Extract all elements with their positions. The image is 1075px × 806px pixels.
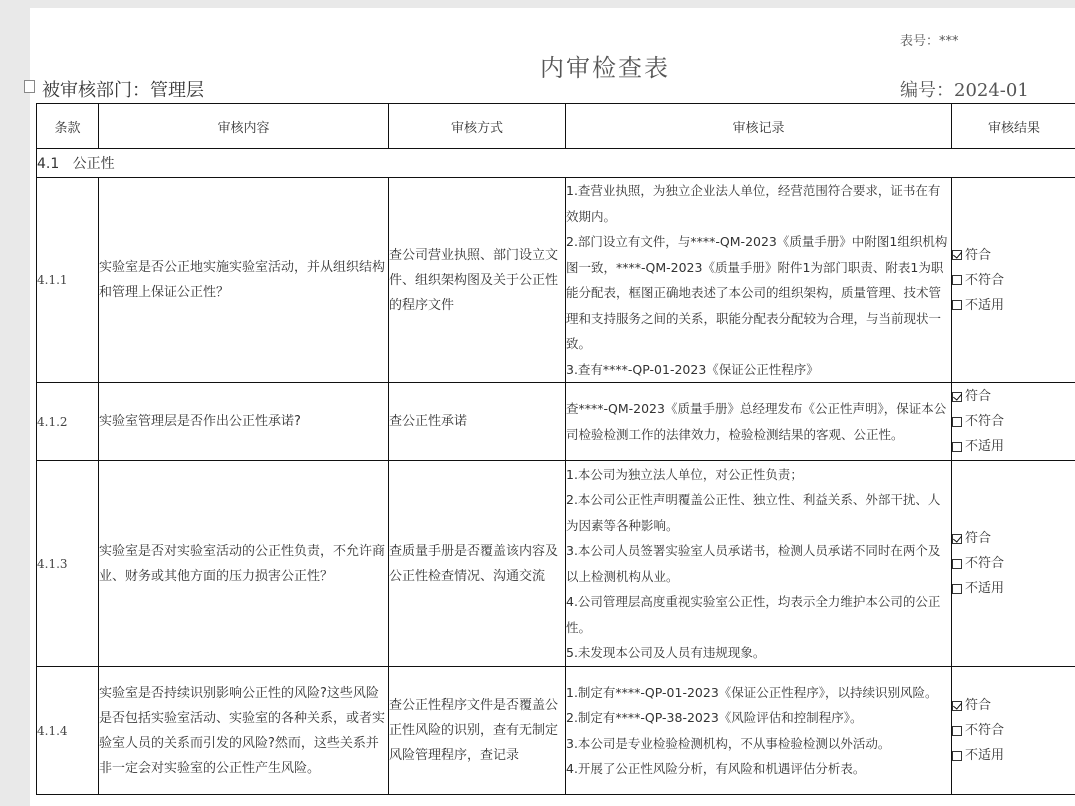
audit-checklist-table: [36, 103, 1075, 795]
audit-content: 实验室是否对实验室活动的公正性负责，不允许商业、财务或其他方面的压力损害公正性？: [99, 461, 389, 667]
record-line: 3.查有****-QP-01-2023《保证公正性程序》: [566, 361, 819, 377]
result-option-na[interactable]: 不适用: [952, 434, 1075, 459]
audit-content: 实验室是否公正地实施实验室活动，并从组织结构和管理上保证公正性？: [99, 178, 389, 383]
record-line: 3.本公司人员签署实验室人员承诺书，检测人员承诺不同时在两个及以上检测机构从业。: [566, 543, 941, 584]
record-line: 2.本公司公正性声明覆盖公正性、独立性、利益关系、外部干扰、人为因素等各种影响。: [566, 492, 941, 533]
audit-method: 查公正性程序文件是否覆盖公正性风险的识别，查有无制定风险管理程序，查记录: [389, 667, 566, 795]
header-clause: 条款: [37, 104, 99, 149]
checkbox-icon[interactable]: [952, 300, 962, 310]
checked-box-icon[interactable]: [952, 250, 962, 260]
audit-record: [566, 383, 952, 461]
result-option-nonconform[interactable]: 不符合: [952, 551, 1075, 576]
record-line: 4.公司管理层高度重视实验室公正性，均表示全力维护本公司的公正性。: [566, 594, 941, 635]
checkbox-icon[interactable]: [952, 275, 962, 285]
result-option-nonconform[interactable]: 不符合: [952, 718, 1075, 743]
record-line: 1.本公司为独立法人单位，对公正性负责；: [566, 466, 803, 482]
record-line: 2.制定有****-QP-38-2023《风险评估和控制程序》。: [566, 710, 863, 725]
result-option-conform[interactable]: 符合: [952, 693, 1075, 718]
record-line: 2.部门设立有文件，与****-QM-2023《质量手册》中附图1组织机构图一致，****-QM-2023《质量手册》附件1为部门职责、附表1为职能分配表，框图正确地表述了本公司的组织架构，质量管理、技术管理和支持服务之间的关系，职能分配表分配较为合理，与当前现状一致。: [566, 234, 948, 351]
record-line: 4.开展了公正性风险分析，有风险和机遇评估分析表。: [566, 761, 866, 776]
checkbox-icon[interactable]: [952, 584, 962, 594]
result-option-conform[interactable]: 符合: [952, 384, 1075, 409]
checked-box-icon[interactable]: [952, 392, 962, 402]
table-header-row: [37, 104, 1075, 149]
result-option-na[interactable]: 不适用: [952, 293, 1075, 318]
section-name: 公正性: [72, 156, 115, 172]
checkbox-icon[interactable]: [952, 559, 962, 569]
clause-number: 4.1.1: [37, 178, 99, 383]
record-line: 3.本公司是专业检验检测机构，不从事检验检测以外活动。: [566, 735, 891, 751]
result-option-na[interactable]: 不适用: [952, 743, 1075, 768]
result-option-conform[interactable]: 符合: [952, 526, 1075, 551]
checkbox-icon[interactable]: [952, 726, 962, 736]
clause-number: 4.1.2: [37, 383, 99, 461]
audit-content: 实验室是否持续识别影响公正性的风险?这些风险是否包括实验室活动、实验室的各种关系，或者实验室人员的关系而引发的风险?然而，这些关系并非一定会对实验室的公正性产生风险。: [99, 667, 389, 795]
record-line: 5.未发现本公司及人员有违规现象。: [566, 645, 766, 660]
paragraph-marker-icon: [24, 80, 35, 93]
audit-result: [952, 667, 1075, 795]
header-method: 审核方式: [389, 104, 566, 149]
clause-number: 4.1.3: [37, 461, 99, 667]
record-line: 1.查营业执照，为独立企业法人单位，经营范围符合要求，证书在有效期内。: [566, 183, 941, 224]
audit-result: [952, 178, 1075, 383]
table-row: [37, 461, 1075, 667]
section-number: 4.1: [37, 156, 60, 172]
result-option-nonconform[interactable]: 不符合: [952, 409, 1075, 434]
clause-number: 4.1.4: [37, 667, 99, 795]
checked-box-icon[interactable]: [952, 701, 962, 711]
checkbox-icon[interactable]: [952, 442, 962, 452]
result-option-na[interactable]: 不适用: [952, 576, 1075, 601]
result-option-conform[interactable]: 符合: [952, 243, 1075, 268]
audit-method: 查公正性承诺: [389, 383, 566, 461]
header-result: 审核结果: [952, 104, 1075, 149]
audit-method: 查质量手册是否覆盖该内容及公正性检查情况、沟通交流: [389, 461, 566, 667]
record-line: 1.制定有****-QP-01-2023《保证公正性程序》，以持续识别风险。: [566, 684, 938, 700]
audit-method: 查公司营业执照、部门设立文件、组织架构图及关于公正性的程序文件: [389, 178, 566, 383]
audited-department: 被审核部门：管理层: [42, 80, 204, 101]
header-record: 审核记录: [566, 104, 952, 149]
table-row: [37, 383, 1075, 461]
checkbox-icon[interactable]: [952, 751, 962, 761]
form-number: 表号：***: [900, 34, 959, 49]
audit-result: [952, 461, 1075, 667]
document-number: 编号：2024-01: [900, 80, 1029, 101]
audit-record: [566, 667, 952, 795]
record-line: 查****-QM-2023《质量手册》总经理发布《公正性声明》，保证本公司检验检测工作的法律效力，检验检测结果的客观、公正性。: [566, 401, 947, 442]
audit-content: 实验室管理层是否作出公正性承诺?: [99, 383, 389, 461]
section-heading: [37, 149, 1075, 178]
table-row: [37, 667, 1075, 795]
section-row: [37, 149, 1075, 178]
result-option-nonconform[interactable]: 不符合: [952, 268, 1075, 293]
header-content: 审核内容: [99, 104, 389, 149]
audit-record: [566, 461, 952, 667]
document-title: 内审检查表: [540, 54, 670, 82]
checked-box-icon[interactable]: [952, 534, 962, 544]
audit-record: [566, 178, 952, 383]
table-row: [37, 178, 1075, 383]
audit-result: [952, 383, 1075, 461]
checkbox-icon[interactable]: [952, 417, 962, 427]
